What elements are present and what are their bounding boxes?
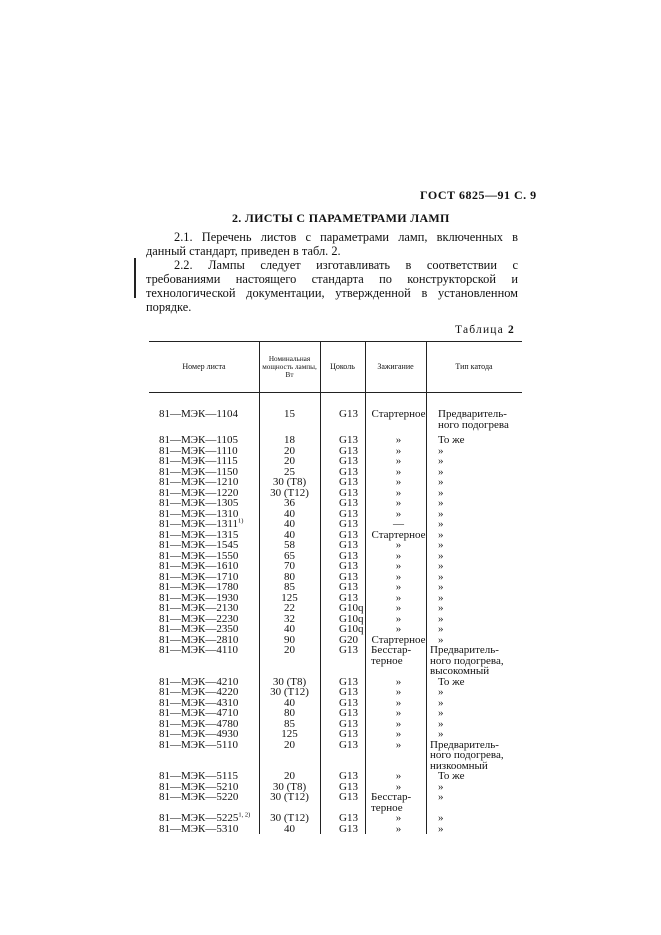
cell-power: 40 [284,518,295,530]
cell-base: G13 [339,549,358,562]
cell-cathode: » [438,570,444,583]
cell-cathode: » [438,549,444,562]
cell-cathode: » [438,539,444,551]
cell-sheet-number: 81—МЭК—5110 [159,738,238,751]
cell-ignition: » [395,612,402,625]
cell-power: 20 [284,738,295,751]
cell-power: 125 [281,728,298,740]
cell-cathode: Предваритель- ного подогрева, низкоомный [430,738,504,772]
cell-base: G13 [339,591,358,604]
cell-cathode: То же [438,434,465,446]
table-row [149,729,522,740]
cell-cathode: » [438,455,444,467]
cell-power: 30 (T12) [270,486,309,499]
cell-sheet-number: 81—МЭК—1110 [159,444,238,457]
cell-power: 30 (T12) [270,791,309,803]
cell-cathode: » [438,686,444,698]
table-row [149,519,522,530]
cell-base: G13 [339,560,358,572]
table-row [149,561,522,572]
cell-cathode: » [438,465,444,478]
cell-base: G13 [339,497,358,509]
cell-sheet-number: 81—МЭК—1780 [159,581,239,593]
column-header-cathode: Тип катода [455,362,493,371]
cell-sheet-number: 81—МЭК—1550 [159,549,239,562]
cell-cathode: » [438,696,444,709]
cell-base: G13 [339,707,358,719]
cell-sheet-number: 81—МЭК—4210 [159,675,239,688]
cell-sheet-number: 81—МЭК—1105 [159,434,238,446]
table-caption-number: 2 [508,324,514,336]
cell-base: G10q [339,623,364,635]
cell-power: 18 [284,434,295,446]
cell-base: G13 [339,780,358,793]
cell-cathode: » [438,528,444,541]
cell-cathode: » [438,780,444,793]
cell-ignition: » [395,507,402,520]
column-divider [426,341,427,834]
cell-cathode: » [438,444,444,457]
cell-ignition: » [395,434,402,446]
column-header-power: Номинальная мощность лампы, Вт [262,355,317,379]
cell-ignition: Стартерное [371,528,426,541]
cell-base: G13 [339,465,358,478]
cell-sheet-number: 81—МЭК—5225$^{1, 2)}$ [159,811,251,824]
cell-sheet-number: 81—МЭК—5220 [159,791,239,803]
cell-sheet-number: 81—МЭК—5310 [159,822,239,835]
table-row [149,456,522,467]
cell-base: G13 [339,812,358,824]
cell-cathode: » [438,822,444,835]
table-caption [455,324,514,336]
column-header-base: Цоколь [330,362,355,371]
cell-power: 36 [284,497,295,509]
cell-base: G13 [339,528,358,541]
cell-ignition: — [393,518,404,530]
cell-base: G13 [339,486,358,499]
cell-sheet-number: 81—МЭК—5210 [159,780,239,793]
cell-sheet-number: 81—МЭК—1545 [159,539,239,551]
table-row [149,540,522,551]
cell-base: G20 [339,633,358,646]
cell-cathode: » [438,518,444,530]
table-row [149,813,522,824]
page-header: ГОСТ 6825—91 С. 9 [420,188,537,202]
table-row [149,409,522,431]
column-divider [320,341,321,834]
table-row [149,582,522,593]
cell-base: G13 [339,696,358,709]
cell-base: G13 [339,644,358,656]
cell-cathode: » [438,791,444,803]
column-header-ignition: Зажигание [377,362,414,371]
cell-power: 85 [284,717,295,730]
cell-sheet-number: 81—МЭК—4930 [159,728,239,740]
cell-ignition: » [395,686,402,698]
cell-sheet-number: 81—МЭК—1220 [159,486,239,499]
cell-ignition: » [395,717,402,730]
cell-sheet-number: 81—МЭК—4310 [159,696,239,709]
cell-power: 30 (T8) [272,675,307,688]
cell-power: 85 [284,581,295,593]
cell-sheet-number: 81—МЭК—1311$^{1)}$ [159,517,244,530]
cell-ignition: » [395,770,402,782]
cell-base: G13 [339,434,358,446]
cell-ignition: » [395,476,402,488]
cell-cathode: То же [438,675,465,688]
cell-ignition: » [395,560,402,572]
cell-ignition: » [395,570,402,583]
cell-ignition: » [395,444,402,457]
cell-sheet-number: 81—МЭК—2230 [159,612,239,625]
cell-base: G13 [339,539,358,551]
cell-power: 90 [284,633,295,646]
cell-base: G13 [339,476,358,488]
cell-sheet-number: 81—МЭК—4110 [159,644,238,656]
column-divider [365,341,366,834]
cell-sheet-number: 81—МЭК—1930 [159,591,239,604]
cell-cathode: » [438,560,444,572]
cell-cathode: » [438,507,444,520]
cell-sheet-number: 81—МЭК—1210 [159,476,239,488]
cell-sheet-number: 81—МЭК—4780 [159,717,239,730]
cell-base: G13 [339,717,358,730]
cell-power: 40 [284,507,295,520]
cell-power: 20 [284,455,295,467]
footnote-marker: 1, 2) [238,811,251,819]
cell-power: 30 (T8) [272,780,307,793]
cell-cathode: » [438,497,444,509]
cell-ignition: Бесстар- терное [371,644,412,667]
cell-ignition: » [395,549,402,562]
cell-power: 30 (T8) [272,476,307,488]
cell-sheet-number: 81—МЭК—4220 [159,686,239,698]
column-header-sheet: Номер листа [182,362,226,371]
cell-sheet-number: 81—МЭК—1104 [159,408,238,420]
cell-cathode: » [438,581,444,593]
change-margin-bar [134,258,136,298]
cell-base: G13 [339,518,358,530]
cell-power: 40 [284,696,295,709]
cell-power: 80 [284,570,295,583]
cell-power: 32 [284,612,295,625]
cell-power: 80 [284,707,295,719]
cell-cathode: Предваритель- ного подогрева, высокомный [430,644,504,677]
cell-ignition: Стартерное [371,633,426,646]
cell-ignition: » [395,486,402,499]
cell-ignition: » [395,812,402,824]
cell-ignition: » [395,728,402,740]
cell-base: G13 [339,455,358,467]
cell-ignition: » [395,465,402,478]
cell-cathode: » [438,812,444,824]
cell-ignition: Бесстар- терное [371,791,412,814]
cell-power: 58 [284,539,295,551]
cell-power: 40 [284,528,295,541]
cell-power: 30 (T12) [270,812,309,824]
cell-ignition: » [395,591,402,604]
cell-sheet-number: 81—МЭК—1150 [159,465,238,478]
cell-base: G13 [339,507,358,520]
table-row [149,645,522,677]
cell-sheet-number: 81—МЭК—1710 [159,570,239,583]
cell-cathode: » [438,476,444,488]
cell-base: G13 [339,686,358,698]
table-caption-label: Таблица [455,324,504,336]
cell-ignition: » [395,822,402,835]
paragraph-2-2: 2.2. Лампы следует изготавливать в соответствии с требованиями настоящего стандарта по конструкторской и технологической документации, утвержденной в установленном порядке. [146,258,518,314]
cell-power: 20 [284,644,295,656]
table-row [149,687,522,698]
cell-cathode: » [438,623,444,635]
cell-ignition: » [395,696,402,709]
cell-power: 125 [281,591,298,604]
footnote-marker: 1) [237,517,244,525]
table-row [149,824,522,835]
cell-base: G13 [339,581,358,593]
cell-ignition: » [395,707,402,719]
cell-ignition: » [395,780,402,793]
cell-power: 20 [284,444,295,457]
cell-base: G13 [339,675,358,688]
cell-sheet-number: 81—МЭК—1610 [159,560,239,572]
cell-sheet-number: 81—МЭК—1315 [159,528,239,541]
cell-cathode: » [438,633,444,646]
cell-base: G13 [339,822,358,835]
cell-base: G13 [339,444,358,457]
cell-sheet-number: 81—МЭК—1310 [159,507,239,520]
table-row [149,624,522,635]
cell-cathode: » [438,612,444,625]
cell-ignition: » [395,581,402,593]
cell-power: 20 [284,770,295,782]
cell-sheet-number: 81—МЭК—2810 [159,633,239,646]
cell-base: G13 [339,770,358,782]
table-body [149,393,522,834]
table-row [149,792,522,813]
section-title: 2. ЛИСТЫ С ПАРАМЕТРАМИ ЛАМП [232,211,450,225]
cell-sheet-number: 81—МЭК—1115 [159,455,238,467]
cell-power: 70 [284,560,295,572]
cell-base: G13 [339,728,358,740]
cell-ignition: » [395,602,402,614]
cell-sheet-number: 81—МЭК—2350 [159,623,239,635]
cell-power: 40 [284,623,295,635]
cell-cathode: » [438,717,444,730]
cell-base: G13 [339,570,358,583]
cell-base: G10q [339,612,364,625]
cell-ignition: » [395,497,402,509]
table-row [149,603,522,614]
cell-cathode: » [438,591,444,604]
cell-ignition: » [395,455,402,467]
cell-cathode: » [438,728,444,740]
cell-ignition: » [395,738,402,751]
cell-power: 40 [284,822,295,835]
cell-ignition: » [395,623,402,635]
cell-sheet-number: 81—МЭК—5115 [159,770,238,782]
cell-base: G13 [339,791,358,803]
cell-ignition: » [395,675,402,688]
paragraph-2-1: 2.1. Перечень листов с параметрами ламп, включенных в данный стандарт, приведен в табл. 2. [146,230,518,258]
table-row [149,771,522,782]
cell-power: 30 (T12) [270,686,309,698]
column-divider [259,341,260,834]
cell-sheet-number: 81—МЭК—4710 [159,707,239,719]
cell-cathode: То же [438,770,465,782]
cell-cathode: Предваритель- ного подогрева [438,408,509,431]
cell-power: 25 [284,465,295,478]
cell-cathode: » [438,602,444,614]
table-row [149,708,522,719]
table-row [149,477,522,488]
cell-power: 65 [284,549,295,562]
cell-base: G13 [339,738,358,751]
cell-ignition: Стартерное [371,408,426,420]
cell-ignition: » [395,539,402,551]
cell-power: 15 [284,408,295,420]
table-header [149,341,522,393]
cell-sheet-number: 81—МЭК—1305 [159,497,239,509]
cell-base: G10q [339,602,364,614]
lamp-sheets-table [149,341,522,834]
cell-sheet-number: 81—МЭК—2130 [159,602,239,614]
cell-cathode: » [438,486,444,499]
cell-power: 22 [284,602,295,614]
table-row [149,435,522,446]
cell-base: G13 [339,408,358,420]
cell-cathode: » [438,707,444,719]
table-row [149,498,522,509]
table-row [149,740,522,772]
